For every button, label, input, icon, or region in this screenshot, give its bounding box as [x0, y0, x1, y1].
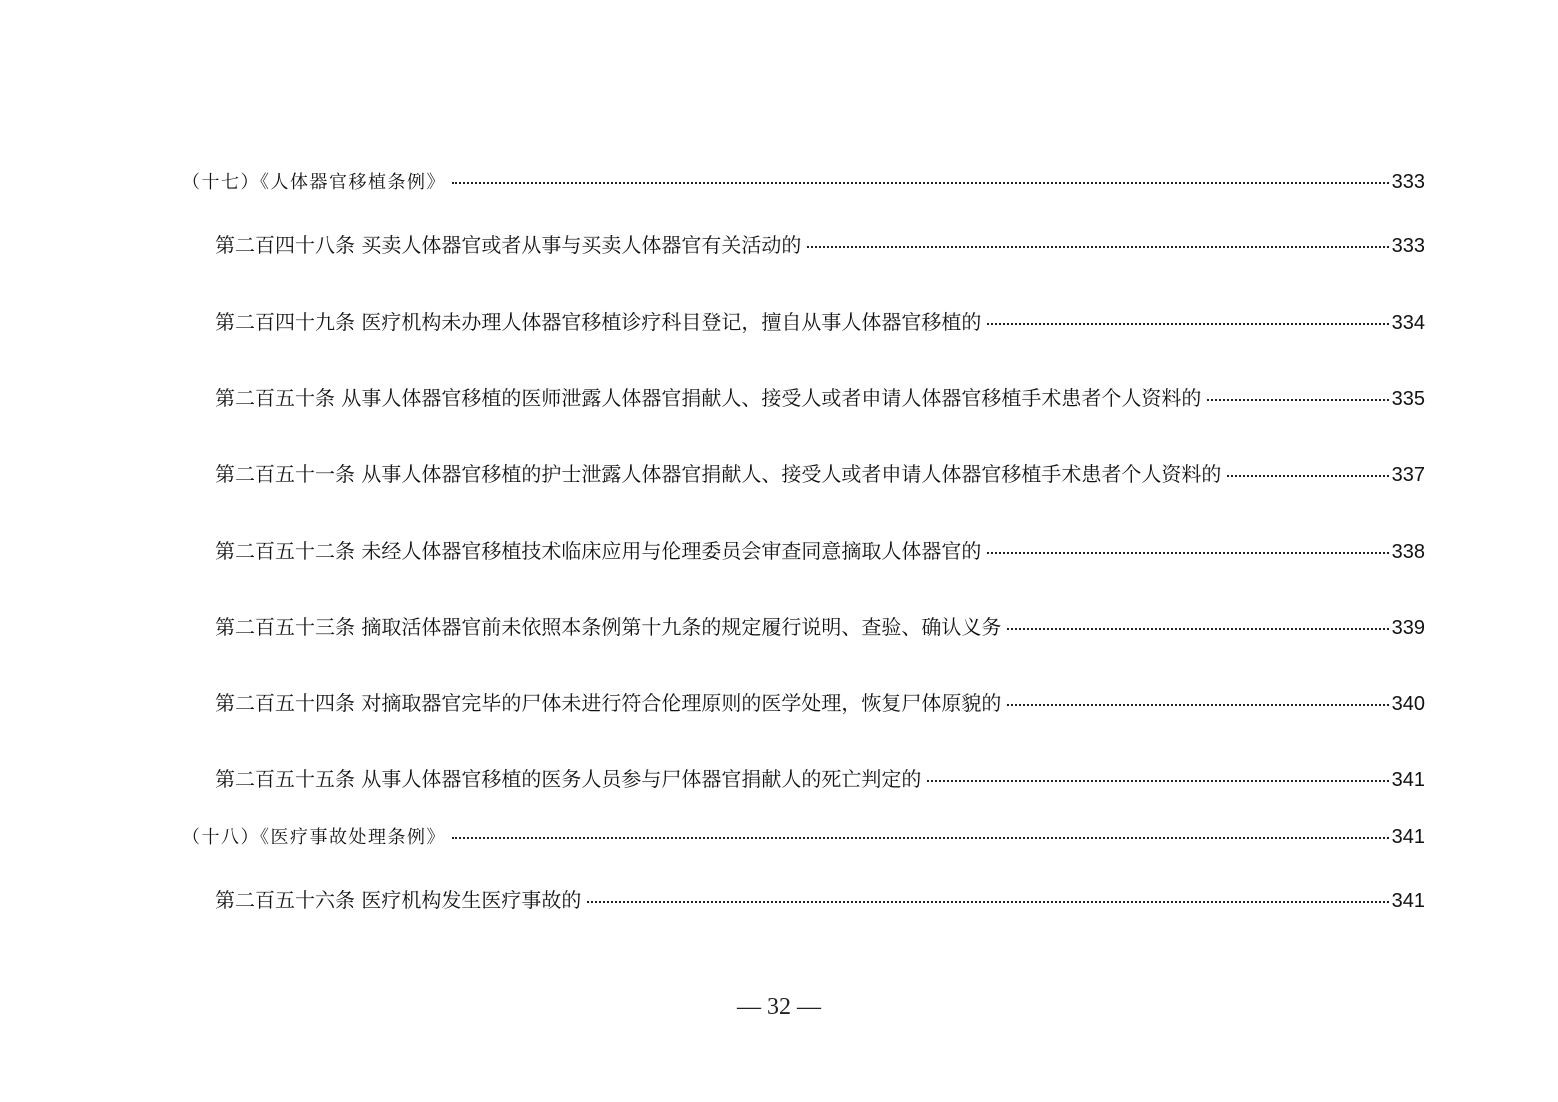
toc-line-section-18: [182, 823, 1425, 849]
dot-leader: [587, 901, 1388, 903]
dot-leader: [1007, 704, 1388, 706]
dot-leader: [987, 323, 1388, 325]
toc-page-number: 341: [1391, 769, 1425, 791]
dot-leader: [452, 837, 1389, 839]
toc-page-number: 333: [1391, 235, 1425, 257]
page-footer-number: — 32 —: [737, 994, 821, 1020]
toc-entry-text: （十八）《医疗事故处理条例》: [182, 827, 446, 848]
toc-entry-text: 第二百五十二条 未经人体器官移植技术临床应用与伦理委员会审查同意摘取人体器官的: [215, 539, 982, 563]
toc-page-number: 333: [1391, 171, 1425, 193]
dot-leader: [987, 552, 1388, 554]
toc-line-article-253: [215, 611, 1425, 640]
dot-leader: [1007, 628, 1388, 630]
toc-page-number: 337: [1391, 464, 1425, 486]
toc-entry-text: 第二百四十八条 买卖人体器官或者从事与买卖人体器官有关活动的: [215, 233, 802, 257]
toc-line-article-249: [215, 306, 1425, 335]
toc-page-number: 341: [1391, 826, 1425, 848]
toc-entry-text: 第二百五十条 从事人体器官移植的医师泄露人体器官捐献人、接受人或者申请人体器官移植手术患者个人资料的: [215, 386, 1202, 410]
dot-leader: [452, 182, 1389, 184]
toc-entry-text: 第二百五十五条 从事人体器官移植的医务人员参与尸体器官捐献人的死亡判定的: [215, 767, 922, 791]
toc-entry-text: （十七）《人体器官移植条例》: [182, 172, 446, 193]
toc-line-article-248: [215, 229, 1425, 258]
toc-page-number: 340: [1391, 693, 1425, 715]
toc-line-article-255: [215, 763, 1425, 792]
toc-page-number: 341: [1391, 890, 1425, 912]
dot-leader: [927, 780, 1388, 782]
toc-line-article-254: [215, 687, 1425, 716]
toc-line-article-252: [215, 535, 1425, 564]
toc-entry-text: 第二百五十四条 对摘取器官完毕的尸体未进行符合伦理原则的医学处理，恢复尸体原貌的: [215, 691, 1002, 715]
toc-entry-text: 第二百四十九条 医疗机构未办理人体器官移植诊疗科目登记，擅自从事人体器官移植的: [215, 310, 982, 334]
toc-entry-text: 第二百五十三条 摘取活体器官前未依照本条例第十九条的规定履行说明、查验、确认义务: [215, 615, 1002, 639]
toc-entry-text: 第二百五十一条 从事人体器官移植的护士泄露人体器官捐献人、接受人或者申请人体器官移植手术患者个人资料的: [215, 462, 1222, 486]
toc-page-number: 339: [1391, 617, 1425, 639]
toc-page-number: 334: [1391, 312, 1425, 334]
toc-entry-text: 第二百五十六条 医疗机构发生医疗事故的: [215, 888, 582, 912]
toc-page-number: 335: [1391, 388, 1425, 410]
toc-line-article-256: [215, 884, 1425, 913]
toc-line-section-17: [182, 168, 1425, 194]
dot-leader: [1207, 399, 1388, 401]
dot-leader: [807, 246, 1388, 248]
dot-leader: [1227, 475, 1388, 477]
toc-line-article-250: [215, 382, 1425, 411]
toc-page-number: 338: [1391, 541, 1425, 563]
toc-line-article-251: [215, 458, 1425, 487]
